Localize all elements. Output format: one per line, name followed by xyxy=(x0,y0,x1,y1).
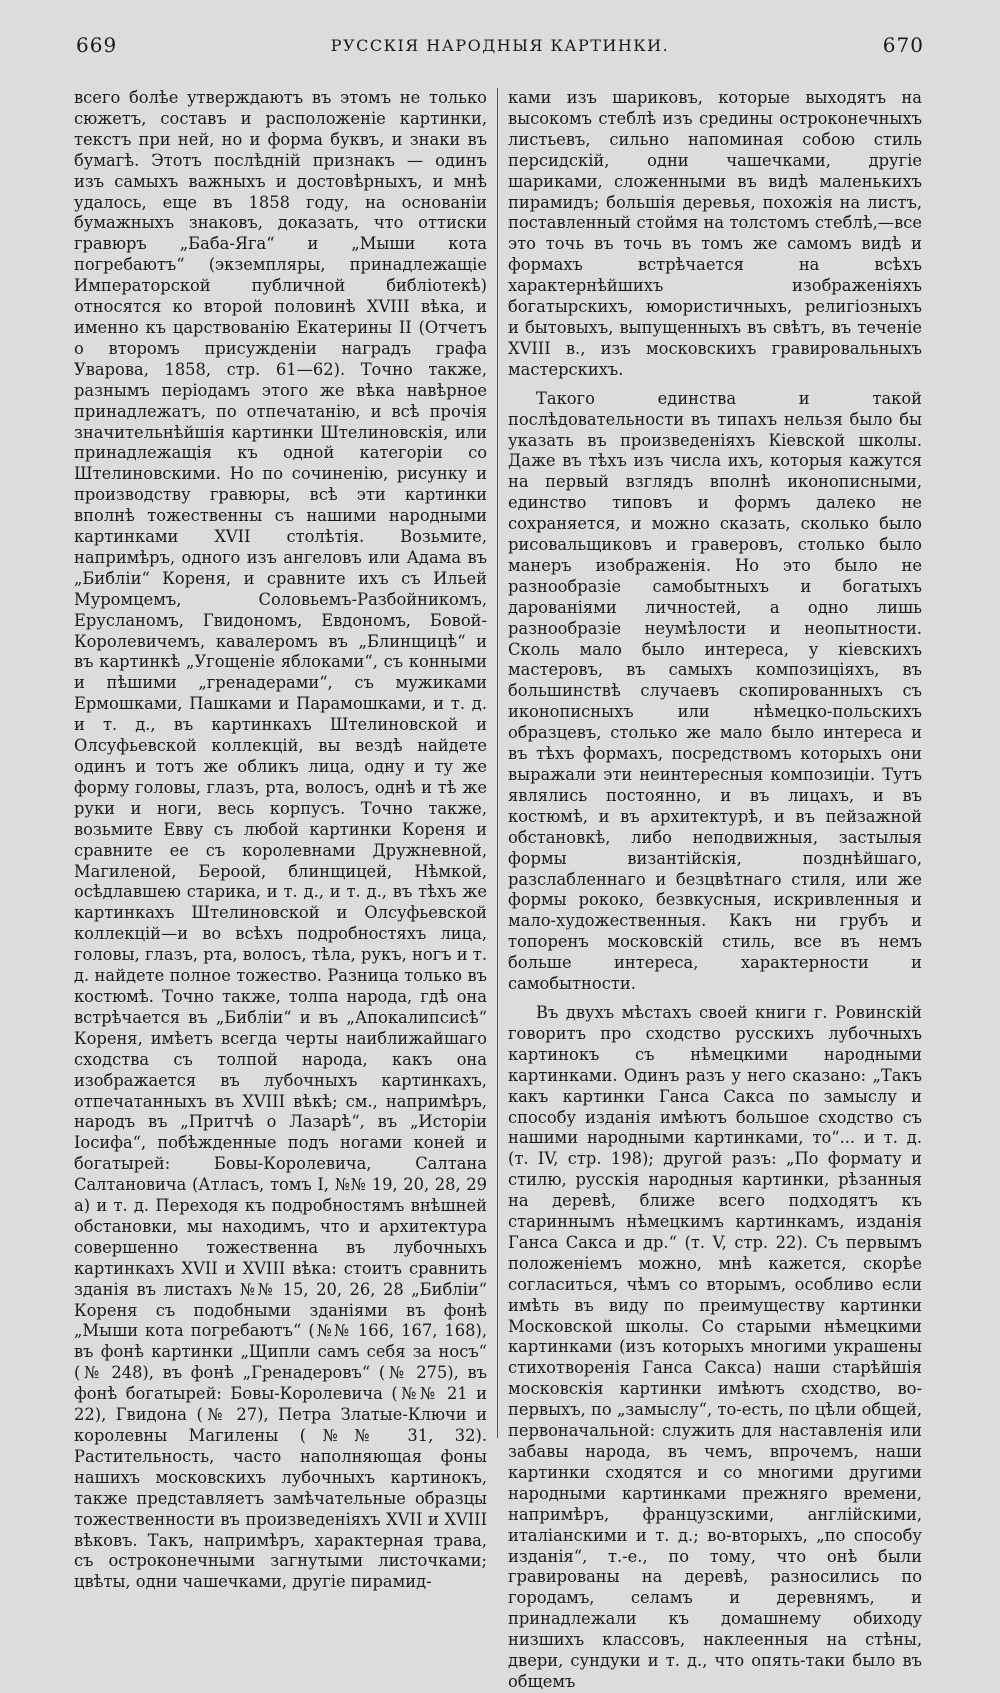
right-column xyxy=(508,88,922,1691)
paragraph: всего болѣе утверждаютъ въ этомъ не только сюжетъ, составъ и расположеніе картинки, текстъ при ней, но и форма буквъ, и знаки въ бумагѣ. Этотъ послѣдній признакъ — одинъ изъ самыхъ важныхъ и достовѣрныхъ, и мнѣ удалось, еще въ 1858 году, на основаніи бумажныхъ знаковъ, доказать, что оттиски гравюръ „Баба-Яга“ и „Мыши кота погребаютъ“ (экземпляры, принадлежащіе Императорской публичной библіотекѣ) относятся ко второй половинѣ XVIII вѣка, и именно къ царствованію Екатерины II (Отчетъ о второмъ присужденіи наградъ графа Уварова, 1858, стр. 61—62). Точно также, разнымъ періодамъ этого же вѣка навѣрное принадлежатъ, по отпечатанію, и всѣ прочія значительнѣйшія картинки Штелиновскія, или принадлежащія къ одной категоріи со Штелиновскими. Но по сочиненію, рисунку и производству гравюры, всѣ эти картинки вполнѣ тожественны съ нашими народными картинками XVII столѣтія. Возьмите, напримѣръ, одного изъ ангеловъ или Адама въ „Библіи“ Кореня, и сравните ихъ съ Ильей Муромцемъ, Соловьемъ-Разбойникомъ, Ерусланомъ, Гвидономъ, Евдономъ, Бовой-Королевичемъ, кавалеромъ въ „Блинщицѣ“ и въ картинкѣ „Угощеніе яблоками“, съ конными и пѣшими „гренадерами“, съ мужиками Ермошками, Пашками и Парамошками, и т. д. и т. д., въ картинкахъ Штелиновской и Олсуфьевской коллекцій, вы вездѣ найдете одинъ и тотъ же обликъ лица, одну и ту же форму головы, глазъ, рта, волосъ, однѣ и тѣ же руки и ноги, весь корпусъ. Точно также, возьмите Евву съ любой картинки Кореня и сравните ее съ королевнами Дружневной, Магиленой, Бероой, блинщицей, Нѣмкой, осѣдлавшею старика, и т. д., и т. д., въ тѣхъ же картинкахъ Штелиновской и Олсуфьевской коллекцій—и во всѣхъ подробностяхъ лица, головы, глазъ, рта, волосъ, тѣла, рукъ, ногъ и т. д. найдете полное тожество. Разница только въ костюмѣ. Точно также, толпа народа, гдѣ она встрѣчается въ „Библіи“ и въ „Апокалипсисѣ“ Кореня, имѣетъ всегда черты наиближайшаго сходства съ толпой народа, какъ она изображается въ лубочныхъ картинкахъ, отпечатанныхъ въ XVIII вѣкѣ; см., напримѣръ, народъ въ „Притчѣ о Лазарѣ“, въ „Исторіи Іосифа“, побѣжденные подъ ногами коней и богатырей: Бовы-Королевича, Салтана Салтановича (Атласъ, томъ I, №№ 19, 20, 28, 29 а) и т. д. Переходя къ подробностямъ внѣшней обстановки, мы находимъ, что и архитектура совершенно тожественна въ лубочныхъ картинкахъ XVII и XVIII вѣка: стоитъ сравнить зданія въ листахъ №№ 15, 20, 26, 28 „Библіи“ Кореня съ подобными зданіями въ фонѣ „Мыши кота погребаютъ“ (№№ 166, 167, 168), въ фонѣ картинки „Щипли самъ себя за носъ“ (№ 248), въ фонѣ „Гренадеровъ“ (№ 275), въ фонѣ богатырей: Бовы-Королевича (№№ 21 и 22), Гвидона (№ 27), Петра Златые-Ключи и королевны Магилены (№№ 31, 32). Растительность, часто наполняющая фоны нашихъ московскихъ лубочныхъ картинокъ, также представляетъ замѣчательные образцы тожественности въ произведеніяхъ XVII и XVIII вѣковъ. Такъ, напримѣръ, характерная трава, съ остроконечными загнутыми листочками; цвѣты, одни чашечками, другіе пирамид- xyxy=(74,88,487,1592)
paragraph: ками изъ шариковъ, которые выходятъ на высокомъ стеблѣ изъ средины остроконечныхъ листьевъ, сильно напоминая собою стиль персидскій, одни чашечками, другіе шариками, сложенными въ видѣ маленькихъ пирамидъ; большія деревья, похожія на листъ, поставленный стоймя на толстомъ стеблѣ,—все это точь въ точь въ томъ же самомъ видѣ и формахъ встрѣчается на всѣхъ характернѣйшихъ изображеніяхъ богатырскихъ, юмористичныхъ, религіозныхъ и бытовыхъ, выпущенныхъ въ свѣтъ, въ теченіе XVIII в., изъ московскихъ гравировальныхъ мастерскихъ. xyxy=(508,88,922,379)
column-divider xyxy=(497,88,498,1438)
left-column xyxy=(74,88,487,1592)
page-number-left: 669 xyxy=(76,33,118,57)
paragraph: Въ двухъ мѣстахъ своей книги г. Ровинскій говоритъ про сходство русскихъ лубочныхъ картинокъ съ нѣмецкими народными картинками. Одинъ разъ у него сказано: „Такъ какъ картинки Ганса Сакса по замыслу и способу изданія имѣютъ большое сходство съ нашими народными картинками, то“... и т. д. (т. IV, стр. 198); другой разъ: „По формату и стилю, русскія народныя картинки, рѣзанныя на деревѣ, ближе всего подходятъ къ стариннымъ нѣмецкимъ картинкамъ, изданія Ганса Сакса и др.“ (т. V, стр. 22). Съ первымъ положеніемъ можно, мнѣ кажется, скорѣе согласиться, чѣмъ со вторымъ, особливо если имѣть въ виду по преимуществу картинки Московской школы. Со старыми нѣмецкими картинками (изъ которыхъ многими украшены стихотворенія Ганса Сакса) наши старѣйшія московскія картинки имѣютъ сходство, во-первыхъ, по „замыслу“, то-есть, по цѣли общей, первоначальной: служить для наставленія или забавы народа, въ чемъ, впрочемъ, наши картинки сходятся и со многими другими народными картинками прежняго времени, напримѣръ, французскими, англійскими, италіанскими и т. д.; во-вторыхъ, „по способу изданія“, т.-е., по тому, что онѣ были гравированы на деревѣ, разносились по городамъ, селамъ и деревнямъ, и принадлежали къ домашнему обиходу низшихъ классовъ, наклеенныя на стѣны, двери, сундуки и т. д., что опять-таки было въ общемъ xyxy=(508,1002,922,1691)
page-number-right: 670 xyxy=(882,33,924,57)
running-header xyxy=(76,30,924,60)
paragraph: Такого единства и такой послѣдовательности въ типахъ нельзя было бы указать въ произведеніяхъ Кіевской школы. Даже въ тѣхъ изъ числа ихъ, которыя кажутся на первый взглядъ вполнѣ иконописными, единство типовъ и формъ далеко не сохраняется, и можно сказать, сколько было рисовальщиковъ и граверовъ, столько было манеръ изображенія. Но это было не разнообразіе самобытныхъ и богатыхъ дарованіями личностей, а одно лишь разнообразіе неумѣлости и неопытности. Сколь мало было интереса, у кіевскихъ мастеровъ, въ самыхъ композиціяхъ, въ большинствѣ случаевъ скопированныхъ съ иконописныхъ или нѣмецко-польскихъ образцевъ, столько же мало было интереса и въ тѣхъ формахъ, посредствомъ которыхъ они выражали эти неинтересныя композиціи. Тутъ являлись постоянно, и въ лицахъ, и въ костюмѣ, и въ архитектурѣ, и въ пейзажной обстановкѣ, либо неподвижныя, застылыя формы византійскія, позднѣйшаго, разслабленнаго и безцвѣтнаго стиля, или же формы рококо, безвкусныя, искривленныя и мало-художественныя. Какъ ни грубъ и топоренъ московскій стиль, все въ немъ больше интереса, характерности и самобытности. xyxy=(508,388,922,994)
running-title: РУССКІЯ НАРОДНЫЯ КАРТИНКИ. xyxy=(330,35,670,55)
